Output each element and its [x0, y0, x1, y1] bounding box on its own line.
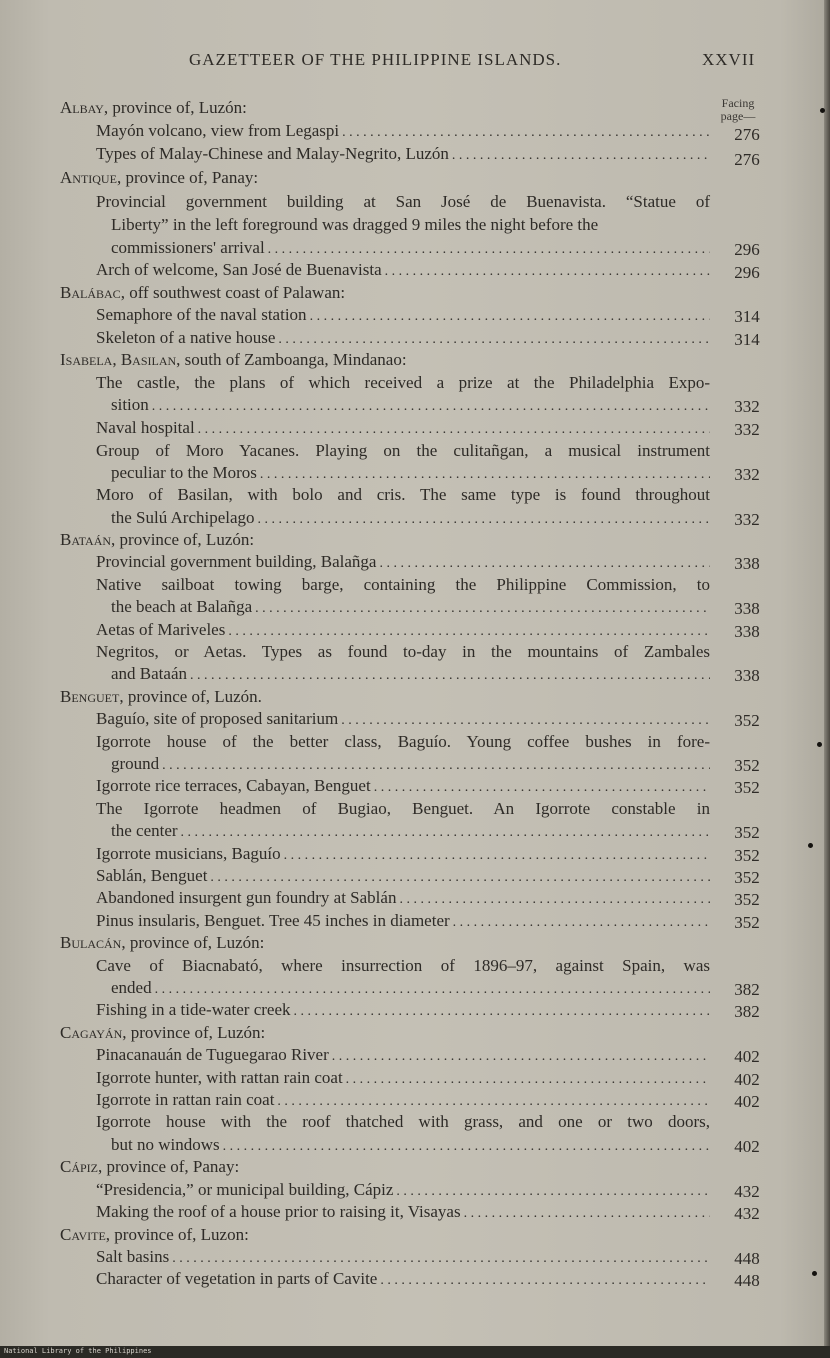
running-header [0, 50, 830, 74]
page-ref: 402 [734, 1137, 760, 1156]
list-entry: The castle, the plans of which received a prize at the Philadelphia Expo- [96, 373, 710, 392]
section-heading: Cápiz, province of, Panay: [60, 1157, 240, 1176]
page-ref: 352 [734, 913, 760, 932]
list-entry-continued: peculiar to the Moros . . . [111, 462, 710, 484]
section-heading: Albay, province of, Luzón: [60, 98, 247, 117]
list-entry-continued: sition . . . [111, 394, 710, 416]
page-ref: 432 [734, 1204, 760, 1223]
list-entry: Salt basins . . . [96, 1246, 710, 1268]
list-entry: The Igorrote headmen of Bugiao, Benguet. An Igorrote constable in [96, 799, 710, 818]
list-entry: Aetas of Mariveles . . . [96, 619, 710, 641]
page-ref: 448 [734, 1271, 760, 1290]
page-ref: 276 [734, 125, 760, 144]
list-entry: Provincial government building, Balañga . . . [96, 551, 710, 573]
list-entry: Types of Malay-Chinese and Malay-Negrito, Luzón . . . [96, 143, 710, 165]
ink-spot [820, 108, 825, 113]
facing-label-line2: page— [720, 109, 756, 123]
list-entry-continued: the center . . . [111, 820, 710, 842]
page-edge [824, 0, 830, 1346]
section-heading: Bulacán, province of, Luzón: [60, 933, 265, 952]
list-entry: Igorrote hunter, with rattan rain coat . . . [96, 1067, 710, 1089]
section-heading: Cavite, province of, Luzon: [60, 1225, 249, 1244]
page-ref: 352 [734, 778, 760, 797]
scan-credit: National Library of the Philippines [4, 1347, 152, 1355]
list-entry: Igorrote house with the roof thatched with grass, and one or two doors, [96, 1112, 710, 1131]
page-ref: 352 [734, 890, 760, 909]
list-entry: Pinus insularis, Benguet. Tree 45 inches in diameter . . . [96, 910, 710, 932]
list-entry: Provincial government building at San José de Buenavista. “Statue of [96, 192, 710, 211]
page-ref: 338 [734, 599, 760, 618]
list-entry: Arch of welcome, San José de Buenavista . . . [96, 259, 710, 281]
list-entry: Sablán, Benguet . . . [96, 865, 710, 887]
list-entry-continued: the Sulú Archipelago . . . [111, 507, 710, 529]
page-ref: 402 [734, 1092, 760, 1111]
list-entry: Negritos, or Aetas. Types as found to-day in the mountains of Zambales [96, 642, 710, 661]
list-entry: Baguío, site of proposed sanitarium . . . [96, 708, 710, 730]
list-entry: Mayón volcano, view from Legaspi . . . [96, 120, 710, 142]
list-entry: Skeleton of a native house . . . [96, 327, 710, 349]
list-entry: Fishing in a tide-water creek . . . [96, 999, 710, 1021]
section-heading: Antique, province of, Panay: [60, 168, 259, 187]
list-entry-continued: and Bataán . . . [111, 663, 710, 685]
list-entry: Abandoned insurgent gun foundry at Sablán . . . [96, 887, 710, 909]
page-ref: 402 [734, 1070, 760, 1089]
list-entry-continued: the beach at Balañga . . . [111, 596, 710, 618]
section-heading: Bataán, province of, Luzón: [60, 530, 255, 549]
section-heading: Cagayán, province of, Luzón: [60, 1023, 266, 1042]
page-ref: 332 [734, 510, 760, 529]
page-ref: 352 [734, 756, 760, 775]
facing-page-label [712, 97, 764, 123]
page-ref: 382 [734, 1002, 760, 1021]
page-ref: 332 [734, 397, 760, 416]
page-ref: 352 [734, 868, 760, 887]
page-ref: 402 [734, 1047, 760, 1066]
list-entry: Moro of Basilan, with bolo and cris. The same type is found throughout [96, 485, 710, 504]
page-ref: 338 [734, 554, 760, 573]
header-title: GAZETTEER OF THE PHILIPPINE ISLANDS. [189, 50, 562, 69]
list-entry: Pinacanauán de Tuguegarao River . . . [96, 1044, 710, 1066]
list-entry: Naval hospital . . . [96, 417, 710, 439]
page-ref: 382 [734, 980, 760, 999]
page-ref: 332 [734, 465, 760, 484]
list-entry-continued: commissioners' arrival . . . [111, 237, 710, 259]
ink-spot [808, 843, 813, 848]
list-entry: Character of vegetation in parts of Cavite . . . [96, 1268, 710, 1290]
page-ref: 314 [734, 330, 760, 349]
list-entry: Igorrote house of the better class, Baguío. Young coffee bushes in fore- [96, 732, 710, 751]
list-entry: Igorrote musicians, Baguío . . . [96, 843, 710, 865]
list-entry: Semaphore of the naval station . . . [96, 304, 710, 326]
page-ref: 296 [734, 263, 760, 282]
page-ref: 352 [734, 711, 760, 730]
page-ref: 314 [734, 307, 760, 326]
list-entry-continued: ground . . . [111, 753, 710, 775]
page-ref: 338 [734, 622, 760, 641]
list-entry-continued: ended . . . [111, 977, 710, 999]
page-ref: 296 [734, 240, 760, 259]
list-entry: “Presidencia,” or municipal building, Cápiz . . . [96, 1179, 710, 1201]
page-ref: 432 [734, 1182, 760, 1201]
page-ref: 338 [734, 666, 760, 685]
ink-spot [817, 742, 822, 747]
list-entry: Group of Moro Yacanes. Playing on the culitañgan, a musical instrument [96, 441, 710, 460]
list-entry-continued: Liberty” in the left foreground was dragged 9 miles the night before the [111, 215, 599, 234]
facing-label-line1: Facing [721, 96, 755, 110]
list-entry: Native sailboat towing barge, containing the Philippine Commission, to [96, 575, 710, 594]
list-entry: Igorrote rice terraces, Cabayan, Benguet . . . [96, 775, 710, 797]
page-ref: 332 [734, 420, 760, 439]
page-ref: 276 [734, 150, 760, 169]
page-ref: 448 [734, 1249, 760, 1268]
page-ref: 352 [734, 823, 760, 842]
list-entry: Cave of Biacnabató, where insurrection of 1896–97, against Spain, was [96, 956, 710, 975]
ink-spot [812, 1271, 817, 1276]
section-heading: Benguet, province of, Luzón. [60, 687, 262, 706]
section-heading: Balábac, off southwest coast of Palawan: [60, 283, 346, 302]
header-page-number: XXVII [702, 50, 756, 69]
list-entry: Igorrote in rattan rain coat . . . [96, 1089, 710, 1111]
page-ref: 352 [734, 846, 760, 865]
list-entry: Making the roof of a house prior to raising it, Visayas . . . [96, 1201, 710, 1223]
section-heading: Isabela, Basilan, south of Zamboanga, Mindanao: [60, 350, 407, 369]
list-entry-continued: but no windows . . . [111, 1134, 710, 1156]
